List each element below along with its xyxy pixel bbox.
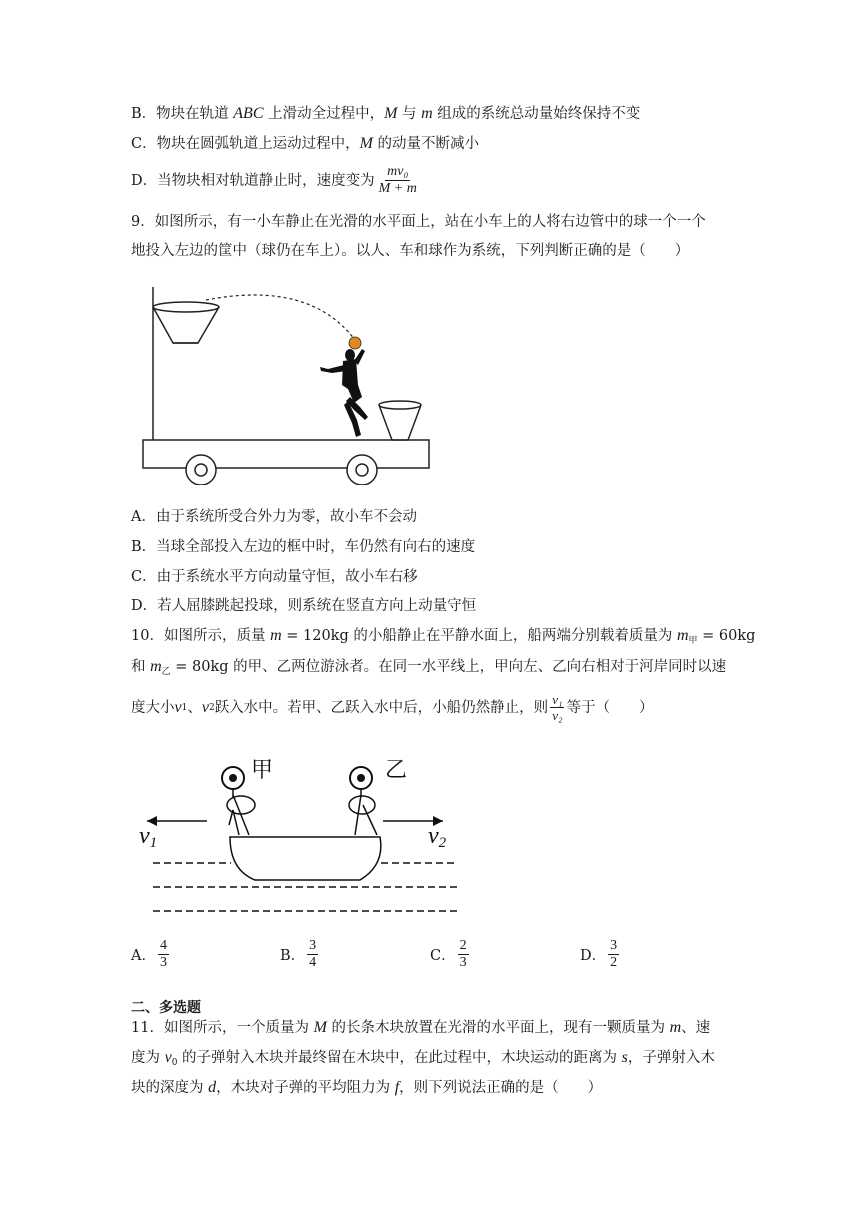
text: ，子弹射入木 [627,1050,715,1066]
option-label: C． [430,948,456,964]
fraction [158,938,169,971]
text: 跃入水中。若甲、乙跃入水中后，小船仍然静止，则 [214,699,549,716]
math-d: d [208,1079,217,1096]
fraction-denominator: 3 [159,955,167,970]
option-label: B． [280,948,306,964]
fraction-denominator: M + m [378,181,417,196]
text: = 60kg [697,628,756,644]
section-title: 二、多选题 [131,1000,201,1016]
math-abc: ABC [233,105,264,122]
q9-option-b: B．当球全部投入左边的框中时，车仍然有向右的速度 [131,539,476,555]
math-v: v [174,698,182,716]
q10-option-d [580,938,621,971]
text: 块的深度为 [131,1080,209,1096]
q10-stem-line2 [131,657,726,682]
subscript: 甲 [688,636,698,646]
text: = 120kg 的小船静止在平静水面上，船两端分别载着质量为 [281,628,677,644]
text: 、 [187,699,202,716]
label-v2: v2 [428,823,447,851]
text: = 80kg 的甲、乙两位游泳者。在同一水平线上，甲向左、乙向右相对于河岸同时以速 [170,659,727,675]
fraction [550,692,564,723]
math-M: M [313,1019,327,1036]
q9-option-c: C．由于系统水平方向动量守恒，故小车右移 [131,569,418,585]
text: ，则下列说法正确的是（ ） [399,1080,603,1096]
fraction-numerator: v₁ [552,692,563,707]
text: 的长条木块放置在光滑的水平面上，现有一颗质量为 [326,1020,670,1036]
fraction [458,938,469,971]
text: B．物块在轨道 [131,106,234,122]
math-m: m [421,105,433,122]
text: 度大小 [131,699,175,716]
label-jia: 甲 [251,757,274,782]
q10-stem-line3 [131,692,653,723]
text: 上滑动全过程中， [263,106,385,122]
text: 组成的系统总动量始终保持不变 [432,106,641,122]
label-yi: 乙 [385,757,408,782]
text: D．当物块相对轨道静止时，速度变为 [131,172,375,189]
text: 度为 [131,1050,165,1066]
fraction [608,938,619,971]
text: 和 [131,659,151,675]
q10-option-a [131,938,171,971]
q8-option-d [131,164,421,197]
fraction-numerator: 3 [309,938,317,953]
q10-option-c [430,938,471,971]
subscript: 1 [181,702,188,713]
fraction-numerator: 3 [610,938,618,953]
math-M: M [384,105,398,122]
fraction-denominator: 4 [309,955,317,970]
fraction-denominator: v₂ [552,708,563,723]
option-label: D． [580,948,607,964]
text: C．物块在圆弧轨道上运动过程中， [131,136,360,152]
text: 、速 [681,1020,711,1036]
subscript: 0 [171,1058,178,1068]
fraction-denominator: 3 [459,955,467,970]
q9-stem-line2: 地投入左边的筐中（球仍在车上）。以人、车和球作为系统，下列判断正确的是（ ） [131,243,690,259]
q10-stem-line1 [131,626,755,651]
math-f: f [394,1079,400,1096]
q11-stem-line1 [131,1018,710,1038]
math-v: v [164,1049,172,1066]
fraction-denominator: 2 [610,955,618,970]
q11-stem-line2 [131,1048,715,1073]
math-m: m [676,627,689,644]
fraction [377,164,419,197]
math-M: M [359,135,373,152]
text: 11．如图所示，一个质量为 [131,1020,314,1036]
math-m: m [270,627,282,644]
q9-option-d: D．若人屈膝跳起投球，则系统在竖直方向上动量守恒 [131,598,477,614]
q9-figure-cart [140,285,435,485]
q9-option-a: A．由于系统所受合外力为零，故小车不会动 [131,509,417,525]
subscript: 乙 [161,667,171,677]
text: 10．如图所示，质量 [131,628,271,644]
text: 等于（ ） [566,699,654,716]
text: 的子弹射入木块并最终留在木块中，在此过程中，木块运动的距离为 [177,1050,622,1066]
text: 与 [397,106,422,122]
math-v: v [201,698,209,716]
text: 的动量不断减小 [372,136,480,152]
math-m: m [669,1019,682,1036]
fraction-numerator: 4 [159,938,167,953]
q9-stem-line1: 9．如图所示，有一小车静止在光滑的水平面上，站在小车上的人将右边管中的球一个一个 [131,214,706,230]
fraction-numerator: mv₀ [387,164,409,179]
label-v1: v1 [139,823,158,851]
text: ，木块对子弹的平均阻力为 [216,1080,395,1096]
q8-option-c [131,134,479,154]
option-label: A． [131,948,156,964]
fraction [307,938,318,971]
q11-stem-line3 [131,1078,602,1098]
fraction-numerator: 2 [459,938,467,953]
q10-figure-boat [135,755,465,920]
q8-option-b [131,104,640,124]
math-s: s [621,1049,628,1066]
math-m: m [150,658,162,675]
q10-option-b [280,938,320,971]
subscript: 2 [208,702,215,713]
